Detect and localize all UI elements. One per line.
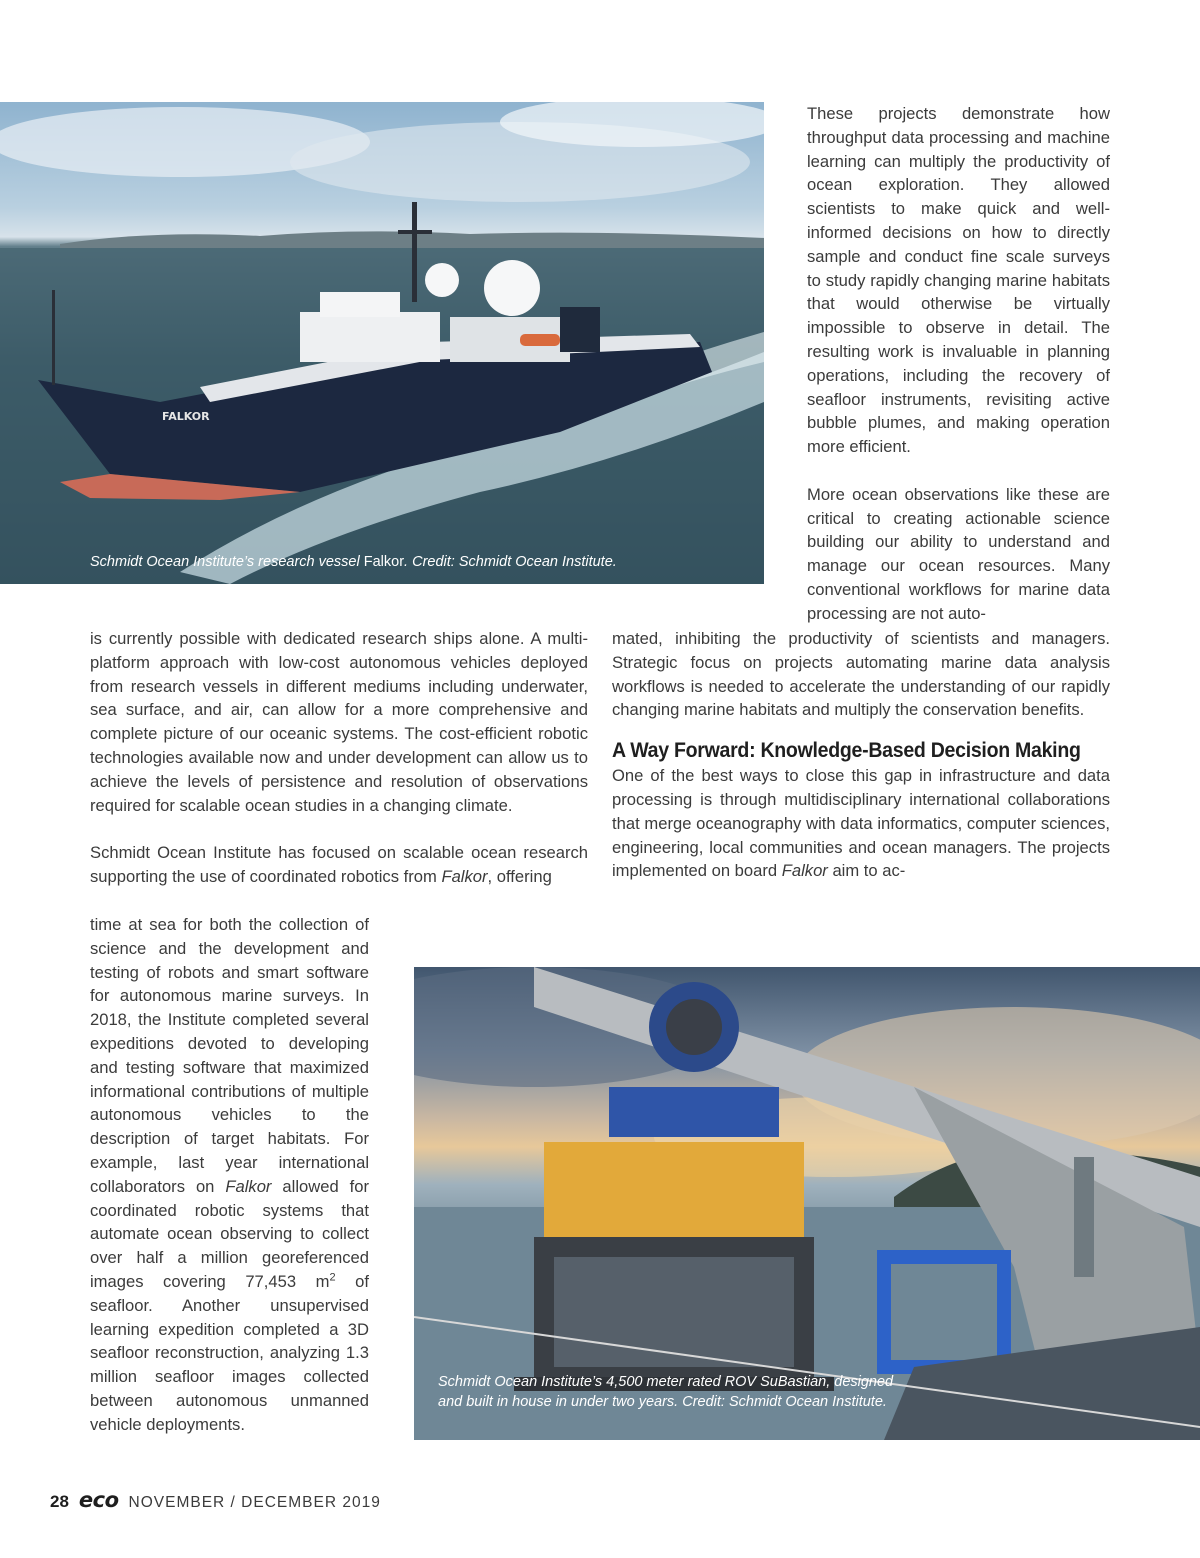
magazine-logo: eco (78, 1488, 119, 1512)
vessel-name-italic: Falkor (225, 1176, 272, 1196)
left-column-narrow (90, 913, 369, 1437)
left-column-mid (90, 627, 588, 889)
caption-credit: . Credit: Schmidt Ocean Institute. (404, 554, 617, 570)
section-heading: A Way Forward: Knowledge-Based Decision Making (612, 739, 1081, 763)
caption-line: Schmidt Ocean Institute’s 4,500 meter rated ROV SuBastian, designed (438, 1374, 894, 1390)
ship-illustration (0, 102, 764, 584)
text-run: Schmidt Ocean Institute has focused on scalable ocean research supporting the use of coordinated robotics from (90, 843, 588, 886)
text-run: One of the best ways to close this gap in infrastructure and data processing is through multidisciplinary international collaborations that merge oceanography with data informatics, computer sciences, engineering, local communities and ocean managers. The projects implemented on board (612, 766, 1110, 881)
issue-date: NOVEMBER / DECEMBER 2019 (128, 1494, 381, 1511)
caption-line: and built in house in under two years. Credit: Schmidt Ocean Institute. (438, 1394, 887, 1410)
paragraph (90, 841, 588, 889)
text-run: of seafloor. Another unsupervised learning expedition completed a 3D seafloor reconstruction, analyzing 1.3 million seafloor images collected between autonomous unmanned vehicle deployments. (90, 1271, 369, 1434)
superscript: 2 (329, 1271, 336, 1284)
paragraph: More ocean observations like these are critical to creating actionable science building our ability to understand and manage our ocean resources. Many conventional workflows for marine data processing are not auto- (807, 484, 1110, 623)
vessel-name-italic: Falkor (441, 866, 488, 886)
page-footer (50, 1488, 381, 1512)
vessel-name-italic: Falkor (781, 861, 828, 881)
right-column-mid (612, 627, 1110, 883)
rov-illustration (414, 967, 1200, 1440)
text-run: , offering (487, 866, 552, 886)
caption-vessel-name: Falkor (363, 554, 405, 570)
text-run: aim to ac- (827, 861, 906, 881)
paragraph: These projects demonstrate how throughput data processing and machine learning can multiply the productivity of ocean exploration. They allowed scientists to make quick and well-informed decisions on how to directly sample and conduct fine scale surveys to study rapidly changing marine habitats that would otherwise be virtually impossible to observe in detail. The resulting work is invaluable in planning operations, including the recovery of seafloor instruments, revisiting active bubble plumes, and making operation more efficient. (807, 104, 1110, 457)
paragraph (612, 764, 1110, 883)
rov-photo (414, 967, 1200, 1440)
paragraph: is currently possible with dedicated research ships alone. A multi-platform approach with low-cost autonomous vehicles deployed from research vessels in different mediums including underwater, sea surface, and air, can allow for a more comprehensive and complete picture of our oceanic systems. The cost-efficient robotic technologies available now and under development can allow us to achieve the levels of persistence and resolution of observations required for scalable ocean studies in a changing climate. (90, 629, 588, 815)
right-column-top (807, 102, 1110, 626)
caption-text: Schmidt Ocean Institute’s research vessel (90, 554, 364, 570)
text-run: time at sea for both the collection of science and the development and testing of robots and smart software for autonomous marine surveys. In 2018, the Institute completed several expeditions devoted to developing and testing software that maximized informational contributions of multiple autonomous vehicles to the description of target habitats. For example, last year international collaborators on (90, 915, 369, 1196)
ship-photo-caption (90, 552, 617, 572)
text-run: allowed for coordinated robotic systems that automate ocean observing to collect over half a million georeferenced images covering 77,453 m (90, 1176, 369, 1291)
hull-name-label: FALKOR (162, 410, 210, 423)
paragraph (90, 913, 369, 1437)
paragraph: mated, inhibiting the productivity of scientists and managers. Strategic focus on projects automating marine data analysis workflows is needed to accelerate the understanding of our rapidly changing marine habitats and multiply the conservation benefits. (612, 629, 1110, 720)
page-number: 28 (50, 1492, 69, 1511)
ship-photo (0, 102, 764, 584)
rov-photo-caption (438, 1372, 893, 1412)
